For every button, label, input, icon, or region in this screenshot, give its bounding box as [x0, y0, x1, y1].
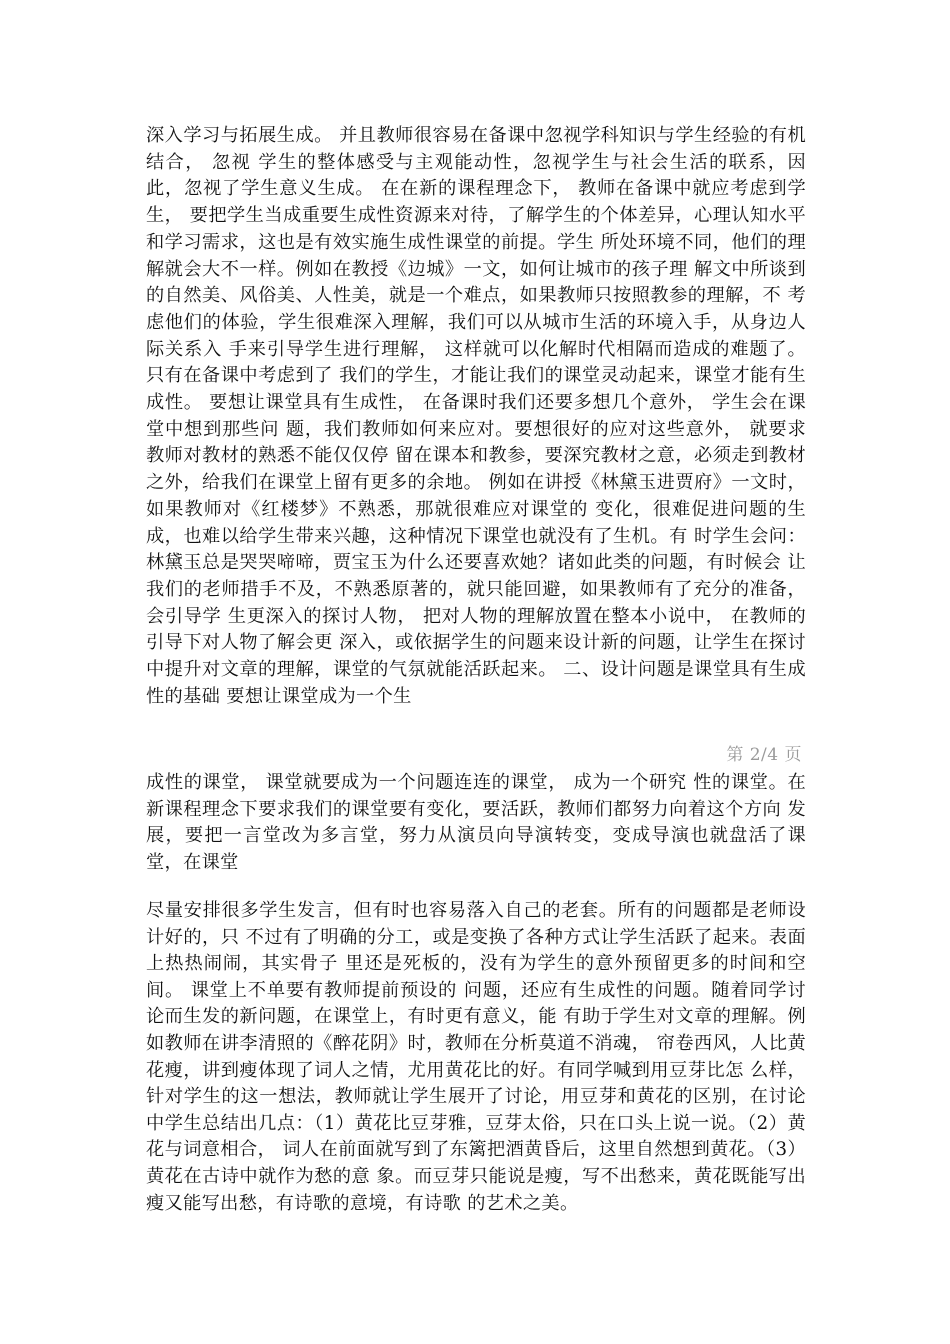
body-paragraph: 尽量安排很多学生发言，但有时也容易落入自己的老套。所有的问题都是老师设计好的，只 不过有了明确的分工，或是变换了各种方式让学生活跃了起来。表面上热热闹闹，其实骨子 里还是死板的，没有为学生的意外预留更多的时间和空间。 课堂上不单要有教师提前预设的 问题，还应有生成性的问题。随着同学讨论而生发的新问题，在课堂上，有时更有意义，能 有助于学生对文章的理解。例如教师在讲李清照的《醉花阴》时，教师在分析莫道不消魂， 帘卷西风，人比黄花瘦，讲到瘦体现了词人之情，尤用黄花比的好。有同学喊到用豆芽比怎 么样，针对学生的这一想法，教师就让学生展开了讨论，用豆芽和黄花的区别，在讨论中学生总结出几点：（1）黄花比豆芽雅，豆芽太俗，只在口头上说一说。（2）黄花与词意相合， 词人在前面就写到了东篱把酒黄昏后，这里自然想到黄花。（3）黄花在古诗中就作为愁的意 象。而豆芽只能说是瘦，写不出愁来，黄花既能写出瘦又能写出愁，有诗歌的意境，有诗歌 的艺术之美。 — [146, 900, 806, 1214]
body-paragraph: 深入学习与拓展生成。 并且教师很容易在备课中忽视学科知识与学生经验的有机结合， 忽视 学生的整体感受与主观能动性，忽视学生与社会生活的联系，因此，忽视了学生意义生成。 在在新的课程理念下， 教师在备课中就应考虑到学生， 要把学生当成重要生成性资源来对待，了解学生的个体差异，心理认知水平和学习需求，这也是有效实施生成性课堂的前提。学生 所处环境不同，他们的理解就会大不一样。例如在教授《边城》一文，如何让城市的孩子理 解文中所谈到的自然美、风俗美、人性美，就是一个难点，如果教师只按照教参的理解，不 考虑他们的体验，学生很难深入理解，我们可以从城市生活的环境入手，从身边人际关系入 手来引导学生进行理解， 这样就可以化解时代相隔而造成的难题了。 只有在备课中考虑到了 我们的学生，才能让我们的课堂灵动起来，课堂才能有生成性。 要想让课堂具有生成性， 在备课时我们还要多想几个意外， 学生会在课堂中想到那些问 题，我们教师如何来应对。要想很好的应对这些意外， 就要求教师对教材的熟悉不能仅仅停 留在课本和教参，要深究教材之意，必须走到教材之外，给我们在课堂上留有更多的余地。 例如在讲授《林黛玉进贾府》一文时，如果教师对《红楼梦》不熟悉，那就很难应对课堂的 变化，很难促进问题的生成，也难以给学生带来兴趣，这种情况下课堂也就没有了生机。有 时学生会问：林黛玉总是哭哭啼啼，贾宝玉为什么还要喜欢她？诸如此类的问题，有时候会 让我们的老师措手不及，不熟悉原著的，就只能回避，如果教师有了充分的准备，会引导学 生更深入的探讨人物， 把对人物的理解放置在整本小说中， 在教师的引导下对人物了解会更 深入，或依据学生的问题来设计新的问题，让学生在探讨中提升对文章的理解，课堂的气氛就能活跃起来。 二、设计问题是课堂具有生成性的基础 要想让课堂成为一个生 — [146, 125, 806, 707]
page-number: 第 2/4 页 — [726, 745, 802, 765]
body-paragraph: 成性的课堂， 课堂就要成为一个问题连连的课堂， 成为一个研究 性的课堂。在新课程理念下要求我们的课堂要有变化，要活跃，教师们都努力向着这个方向 发展，要把一言堂改为多言堂，努力从演员向导演转变，变成导演也就盘活了课堂，在课堂 — [146, 772, 806, 874]
